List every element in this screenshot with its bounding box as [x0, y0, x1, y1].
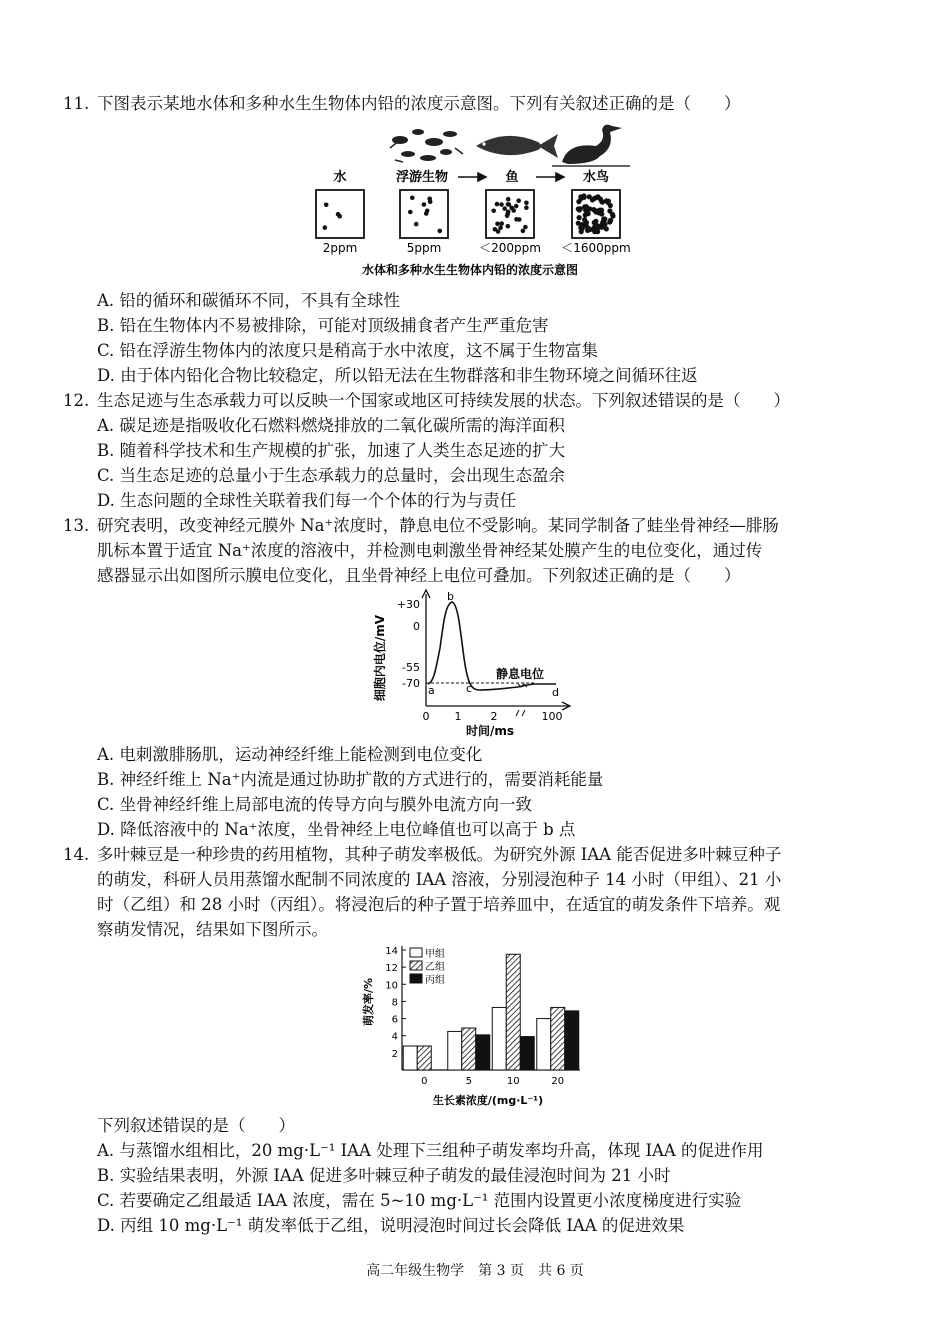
question-text: 生态足迹与生态承载力可以反映一个国家或地区可持续发展的状态。下列叙述错误的是（ ） [97, 391, 790, 410]
q14-option-a: A. 与蒸馏水组相比，20 mg·L⁻¹ IAA 处理下三组种子萌发率均升高，体现 IAA 的促进作用 [97, 1141, 764, 1160]
question-text-line-1: 多叶棘豆是一种珍贵的药用植物，其种子萌发率极低。为研究外源 IAA 能否促进多叶棘豆种子 [97, 845, 782, 864]
x-tick-label: 2 [490, 710, 498, 723]
point-d-label: d [552, 686, 559, 699]
lead-dot [523, 225, 528, 230]
lead-dot [323, 225, 328, 230]
question-number: 13. [63, 516, 90, 535]
q14-option-b: B. 实验结果表明，外源 IAA 促进多叶棘豆种子萌发的最佳浸泡时间为 21 小时 [97, 1166, 671, 1185]
legend-swatch [410, 948, 422, 957]
q11-option-b: B. 铅在生物体内不易被排除，可能对顶级捕食者产生严重危害 [97, 316, 549, 335]
legend-label: 甲组 [425, 949, 445, 960]
lead-dot [506, 197, 511, 202]
question-14-line-3: 时（乙组）和 28 小时（丙组）。将浸泡后的种子置于培养皿中，在适宜的萌发条件下培养。观 [97, 895, 781, 914]
lead-dot [582, 204, 587, 209]
value-water: 2ppm [322, 241, 358, 255]
x-tick-label: 20 [551, 1076, 565, 1087]
lead-dot [583, 212, 588, 217]
lead-dot [578, 196, 583, 201]
lead-dot [511, 208, 516, 213]
bar-甲组 [537, 1019, 551, 1070]
q12-option-a: A. 碳足迹是指吸收化石燃料燃烧排放的二氧化碳所需的海洋面积 [97, 416, 565, 435]
y-tick-label: 0 [413, 620, 420, 633]
y-axis-label: 萌发率/% [362, 977, 375, 1027]
lead-dot [414, 222, 419, 227]
y-tick-label: 4 [391, 1031, 398, 1043]
x-tick-label: 1 [454, 710, 462, 723]
legend-label: 乙组 [425, 962, 445, 973]
lead-dot [607, 219, 612, 224]
lead-dot [499, 221, 504, 226]
legend-swatch [410, 974, 422, 983]
y-tick-label: 10 [385, 980, 398, 992]
q11-option-c: C. 铅在浮游生物体内的浓度只是稍高于水中浓度，这不属于生物富集 [97, 341, 599, 360]
bar-甲组 [403, 1046, 417, 1070]
y-tick-label: -55 [402, 661, 420, 674]
value-fish: ＜200ppm [479, 241, 541, 255]
label-water: 水 [333, 170, 347, 185]
question-11-stem [63, 91, 867, 116]
question-13-line-2: 肌标本置于适宜 Na⁺浓度的溶液中，并检测电刺激坐骨神经某处膜产生的电位变化，通过传 [97, 541, 763, 560]
fish-illustration [476, 134, 558, 158]
q13-option-c: C. 坐骨神经纤维上局部电流的传导方向与膜外电流方向一致 [97, 795, 533, 814]
lead-dot [516, 198, 521, 203]
membrane-potential-chart [368, 588, 578, 740]
lead-dot [491, 209, 496, 214]
q11-option-a: A. 铅的循环和碳循环不同，不具有全球性 [97, 291, 400, 310]
question-14-line-4: 察萌发情况，结果如下图所示。 [97, 920, 328, 939]
label-plankton: 浮游生物 [395, 170, 449, 185]
lead-concentration-figure [300, 118, 640, 283]
label-waterbird: 水鸟 [582, 170, 610, 185]
resting-potential-label: 静息电位 [496, 667, 545, 681]
y-tick-label: 2 [391, 1048, 398, 1060]
x-tick-label: 100 [541, 710, 563, 723]
value-plankton: 5ppm [406, 241, 442, 255]
y-tick-label: 12 [385, 963, 398, 975]
lead-dot [495, 202, 500, 207]
bar-乙组 [506, 954, 520, 1070]
plankton-illustration [390, 129, 463, 162]
q13-option-b: B. 神经纤维上 Na⁺内流是通过协助扩散的方式进行的，需要消耗能量 [97, 770, 604, 789]
x-tick-label: 5 [465, 1076, 472, 1087]
question-number: 12. [63, 391, 90, 410]
lead-dot [593, 219, 598, 224]
lead-dot [499, 202, 504, 207]
question-text: 下图表示某地水体和多种水生生物体内铅的浓度示意图。下列有关叙述正确的是（ ） [97, 94, 741, 113]
x-tick-label: 0 [422, 710, 430, 723]
y-tick-label: -70 [402, 677, 420, 690]
bar-丙组 [565, 1011, 579, 1070]
lead-dot [324, 203, 329, 208]
lead-dot [597, 208, 602, 213]
bar-甲组 [448, 1031, 462, 1070]
question-14-stem [63, 842, 867, 867]
question-13-stem [63, 513, 867, 538]
lead-dot [506, 224, 511, 229]
question-13-line-3: 感器显示出如图所示膜电位变化，且坐骨神经上电位可叠加。下列叙述正确的是（ ） [97, 566, 741, 585]
lead-dot [507, 202, 512, 207]
y-tick-label: 8 [391, 997, 398, 1009]
x-tick-label: 10 [506, 1076, 520, 1087]
bar-乙组 [417, 1046, 431, 1070]
figure-caption: 水体和多种水生生物体内铅的浓度示意图 [361, 263, 579, 277]
point-a-label: a [428, 684, 435, 697]
legend-label: 丙组 [425, 975, 445, 986]
lead-dot [591, 196, 596, 201]
q12-option-b: B. 随着科学技术和生产规模的扩张，加速了人类生态足迹的扩大 [97, 441, 566, 460]
question-number: 14. [63, 845, 90, 864]
point-b-label: b [447, 590, 454, 603]
q13-option-a: A. 电刺激腓肠肌，运动神经纤维上能检测到电位变化 [97, 745, 483, 764]
germination-bar-chart [358, 942, 588, 1112]
y-tick-label: +30 [396, 598, 420, 611]
lead-dot [495, 222, 500, 227]
y-tick-label: 6 [391, 1014, 398, 1026]
question-14-line-2: 的萌发，科研人员用蒸馏水配制不同浓度的 IAA 溶液，分别浸泡种子 14 小时（甲组）、21 小 [97, 870, 782, 889]
lead-dot [506, 210, 511, 215]
x-axis-break [516, 710, 525, 716]
lead-dot [502, 206, 507, 211]
value-waterbird: ＜1600ppm [561, 241, 631, 255]
lead-dot [580, 226, 585, 231]
bar-甲组 [492, 1007, 506, 1070]
question-14-prompt: 下列叙述错误的是（ ） [97, 1116, 295, 1135]
lead-dot [514, 217, 519, 222]
lead-dot [610, 212, 615, 217]
lead-dot [521, 229, 526, 234]
q11-option-d: D. 由于体内铅化合物比较稳定，所以铅无法在生物群落和非生物环境之间循环往返 [97, 366, 698, 385]
bar-乙组 [551, 1007, 565, 1070]
lead-dot [576, 221, 581, 226]
lead-dot [514, 204, 519, 209]
lead-dot [587, 194, 592, 199]
lead-dot [602, 222, 607, 227]
q14-option-c: C. 若要确定乙组最适 IAA 浓度，需在 5~10 mg·L⁻¹ 范围内设置更小浓度梯度进行实验 [97, 1191, 742, 1210]
legend-swatch [410, 961, 422, 970]
x-axis-label: 时间/ms [465, 724, 515, 738]
lead-dot [422, 202, 427, 207]
lead-dot [424, 211, 429, 216]
bar-丙组 [520, 1037, 534, 1070]
q12-option-d: D. 生态问题的全球性关联着我们每一个个体的行为与责任 [97, 491, 517, 510]
lead-dot [336, 212, 341, 217]
question-12-stem [63, 388, 867, 413]
x-tick-label: 0 [421, 1076, 428, 1087]
bar-丙组 [476, 1035, 490, 1070]
q12-option-c: C. 当生态足迹的总量小于生态承载力的总量时，会出现生态盈余 [97, 466, 566, 485]
lead-dot [592, 229, 597, 234]
lead-dot [410, 196, 415, 201]
lead-dot [524, 205, 529, 210]
y-tick-label: 14 [385, 946, 398, 957]
q13-option-d: D. 降低溶液中的 Na⁺浓度，坐骨神经上电位峰值也可以高于 b 点 [97, 820, 576, 839]
x-axis-label: 生长素浓度/(mg·L⁻¹) [432, 1094, 544, 1107]
y-axis-label: 细胞内电位/mV [373, 614, 387, 702]
lead-dot [428, 199, 433, 204]
lead-dot [586, 226, 591, 231]
lead-dot [584, 220, 589, 225]
lead-dot [577, 207, 582, 212]
label-fish: 鱼 [505, 170, 519, 185]
lead-dot [604, 226, 609, 231]
bar-plot-area [385, 946, 580, 1087]
lead-dot [408, 210, 413, 215]
question-text-line-1: 研究表明，改变神经元膜外 Na⁺浓度时，静息电位不受影响。某同学制备了蛙坐骨神经—腓肠 [97, 516, 779, 535]
lead-dot [493, 227, 498, 232]
lead-dot [601, 216, 606, 221]
bar-乙组 [462, 1028, 476, 1070]
lead-dot [605, 200, 610, 205]
q14-option-d: D. 丙组 10 mg·L⁻¹ 萌发率低于乙组，说明浸泡时间过长会降低 IAA 的促进效果 [97, 1216, 685, 1235]
lead-dot [498, 226, 503, 231]
lead-dot [577, 215, 582, 220]
point-c-label: c [466, 682, 473, 695]
waterbird-illustration [552, 125, 630, 166]
lead-dot [438, 229, 443, 234]
lead-dot [524, 201, 529, 206]
question-number: 11. [63, 94, 90, 113]
page-footer: 高二年级生物学 第 3 页 共 6 页 [366, 1263, 584, 1279]
lead-dot [600, 200, 605, 205]
